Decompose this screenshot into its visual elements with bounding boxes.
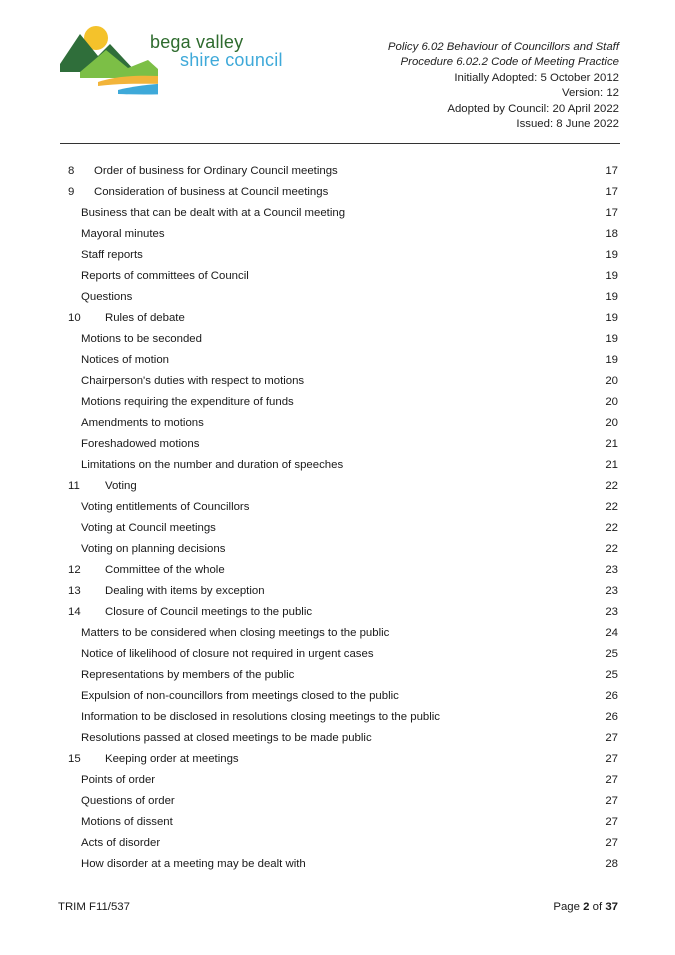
toc-page-number: 19 xyxy=(605,312,618,324)
version: Version: 12 xyxy=(562,87,619,100)
toc-page-number: 22 xyxy=(605,522,618,534)
toc-page-number: 19 xyxy=(605,333,618,345)
toc-page-number: 19 xyxy=(605,354,618,366)
toc-section-entry[interactable] xyxy=(68,602,618,623)
toc-entry-title: Dealing with items by exception xyxy=(105,585,265,597)
toc-page-number: 20 xyxy=(605,417,618,429)
toc-entry-title: Voting xyxy=(105,480,137,492)
policy-title: Policy 6.02 Behaviour of Councillors and Staff xyxy=(387,41,619,53)
page-number xyxy=(553,901,618,913)
toc-subsection-entry[interactable] xyxy=(68,266,618,287)
toc-entry-title: Expulsion of non-councillors from meetings closed to the public xyxy=(81,690,399,702)
toc-entry-title: Voting at Council meetings xyxy=(81,522,216,534)
initially-adopted: Initially Adopted: 5 October 2012 xyxy=(454,71,619,84)
toc-page-number: 19 xyxy=(605,249,618,261)
toc-entry-title: Business that can be dealt with at a Council meeting xyxy=(81,207,346,219)
page-total: 37 xyxy=(605,901,618,913)
toc-section-number: 11 xyxy=(68,480,80,492)
toc-page-number: 20 xyxy=(605,396,618,408)
toc-page-number: 27 xyxy=(605,795,618,807)
logo-text-line1: bega valley xyxy=(150,32,244,52)
toc-page-number: 21 xyxy=(605,459,618,471)
toc-entry-title: Information to be disclosed in resolutions closing meetings to the public xyxy=(81,711,441,723)
toc-section-entry[interactable] xyxy=(68,581,618,602)
council-logo xyxy=(58,20,288,100)
toc-entry-title: Closure of Council meetings to the public xyxy=(105,606,313,618)
toc-entry-title: Motions to be seconded xyxy=(81,333,202,345)
toc-page-number: 23 xyxy=(605,606,618,618)
toc-page-number: 28 xyxy=(605,858,618,870)
toc-page-number: 19 xyxy=(605,270,618,282)
toc-subsection-entry[interactable] xyxy=(68,413,618,434)
toc-subsection-entry[interactable] xyxy=(68,686,618,707)
toc-page-number: 27 xyxy=(605,753,618,765)
issued-date: Issued: 8 June 2022 xyxy=(516,118,619,131)
trim-reference: TRIM F11/537 xyxy=(58,901,130,913)
page-current: 2 xyxy=(583,901,590,913)
toc-section-entry[interactable] xyxy=(68,182,618,203)
toc-section-number: 10 xyxy=(68,312,81,324)
page-of: of xyxy=(592,901,603,913)
toc-subsection-entry[interactable] xyxy=(68,245,618,266)
toc-entry-title: Points of order xyxy=(81,774,156,786)
toc-entry-title: Limitations on the number and duration of speeches xyxy=(81,459,344,471)
toc-subsection-entry[interactable] xyxy=(68,644,618,665)
toc-entry-title: Voting on planning decisions xyxy=(81,543,226,555)
page-label: Page xyxy=(553,901,580,913)
toc-entry-title: Staff reports xyxy=(81,249,143,261)
toc-entry-title: Questions of order xyxy=(81,795,175,807)
toc-page-number: 17 xyxy=(605,186,618,198)
procedure-title: Procedure 6.02.2 Code of Meeting Practice xyxy=(400,56,619,69)
toc-subsection-entry[interactable] xyxy=(68,350,618,371)
toc-subsection-entry[interactable] xyxy=(68,224,618,245)
toc-page-number: 17 xyxy=(605,165,618,177)
toc-subsection-entry[interactable] xyxy=(68,539,618,560)
toc-section-number: 14 xyxy=(68,606,81,618)
toc-section-number: 8 xyxy=(68,165,75,177)
toc-entry-title: Chairperson's duties with respect to motions xyxy=(81,375,305,387)
adopted-by-council: Adopted by Council: 20 April 2022 xyxy=(447,102,619,115)
toc-entry-title: Mayoral minutes xyxy=(81,228,165,240)
toc-subsection-entry[interactable] xyxy=(68,371,618,392)
toc-page-number: 19 xyxy=(605,291,618,303)
toc-page-number: 27 xyxy=(605,816,618,828)
toc-page-number: 26 xyxy=(605,711,618,723)
toc-section-entry[interactable] xyxy=(68,161,618,182)
toc-page-number: 22 xyxy=(605,480,618,492)
toc-page-number: 17 xyxy=(605,207,618,219)
table-of-contents xyxy=(68,161,618,875)
toc-entry-title: Reports of committees of Council xyxy=(81,270,249,282)
toc-entry-title: Acts of disorder xyxy=(81,837,161,849)
toc-section-entry[interactable] xyxy=(68,308,618,329)
toc-subsection-entry[interactable] xyxy=(68,497,618,518)
toc-page-number: 22 xyxy=(605,543,618,555)
toc-page-number: 27 xyxy=(605,837,618,849)
toc-subsection-entry[interactable] xyxy=(68,623,618,644)
toc-entry-title: Rules of debate xyxy=(105,312,185,324)
toc-page-number: 25 xyxy=(605,648,618,660)
toc-subsection-entry[interactable] xyxy=(68,791,618,812)
toc-subsection-entry[interactable] xyxy=(68,434,618,455)
toc-entry-title: Consideration of business at Council meetings xyxy=(94,186,329,198)
toc-subsection-entry[interactable] xyxy=(68,770,618,791)
toc-entry-title: Motions requiring the expenditure of funds xyxy=(81,396,294,408)
toc-entry-title: Order of business for Ordinary Council meetings xyxy=(94,165,338,177)
toc-entry-title: How disorder at a meeting may be dealt with xyxy=(81,858,306,870)
toc-subsection-entry[interactable] xyxy=(68,812,618,833)
toc-subsection-entry[interactable] xyxy=(68,707,618,728)
toc-entry-title: Voting entitlements of Councillors xyxy=(81,501,250,513)
toc-subsection-entry[interactable] xyxy=(68,518,618,539)
toc-page-number: 18 xyxy=(605,228,618,240)
header-divider xyxy=(60,143,620,144)
toc-subsection-entry[interactable] xyxy=(68,392,618,413)
toc-subsection-entry[interactable] xyxy=(68,329,618,350)
toc-subsection-entry[interactable] xyxy=(68,665,618,686)
document-header-info xyxy=(388,40,619,132)
toc-section-entry[interactable] xyxy=(68,476,618,497)
toc-page-number: 25 xyxy=(605,669,618,681)
toc-subsection-entry[interactable] xyxy=(68,287,618,308)
toc-entry-title: Keeping order at meetings xyxy=(105,753,239,765)
toc-section-number: 13 xyxy=(68,585,81,597)
toc-entry-title: Questions xyxy=(81,291,133,303)
logo-text-line2: shire council xyxy=(180,50,283,70)
toc-page-number: 23 xyxy=(605,585,618,597)
toc-page-number: 27 xyxy=(605,774,618,786)
toc-entry-title: Foreshadowed motions xyxy=(81,438,200,450)
toc-page-number: 27 xyxy=(605,732,618,744)
toc-entry-title: Matters to be considered when closing meetings to the public xyxy=(81,627,390,639)
toc-entry-title: Notice of likelihood of closure not required in urgent cases xyxy=(81,648,374,660)
toc-page-number: 20 xyxy=(605,375,618,387)
toc-section-number: 15 xyxy=(68,753,81,765)
toc-section-number: 9 xyxy=(68,186,75,198)
toc-subsection-entry[interactable] xyxy=(68,833,618,854)
toc-page-number: 24 xyxy=(605,627,618,639)
toc-page-number: 21 xyxy=(605,438,618,450)
toc-entry-title: Motions of dissent xyxy=(81,816,173,828)
toc-page-number: 23 xyxy=(605,564,618,576)
toc-section-number: 12 xyxy=(68,564,81,576)
toc-page-number: 26 xyxy=(605,690,618,702)
toc-subsection-entry[interactable] xyxy=(68,203,618,224)
toc-entry-title: Representations by members of the public xyxy=(81,669,295,681)
toc-page-number: 22 xyxy=(605,501,618,513)
toc-entry-title: Amendments to motions xyxy=(81,417,204,429)
toc-entry-title: Committee of the whole xyxy=(105,564,225,576)
logo-mountains-icon xyxy=(58,20,158,100)
toc-subsection-entry[interactable] xyxy=(68,854,618,875)
toc-entry-title: Notices of motion xyxy=(81,354,169,366)
toc-subsection-entry[interactable] xyxy=(68,728,618,749)
toc-subsection-entry[interactable] xyxy=(68,455,618,476)
toc-entry-title: Resolutions passed at closed meetings to be made public xyxy=(81,732,372,744)
toc-section-entry[interactable] xyxy=(68,749,618,770)
toc-section-entry[interactable] xyxy=(68,560,618,581)
